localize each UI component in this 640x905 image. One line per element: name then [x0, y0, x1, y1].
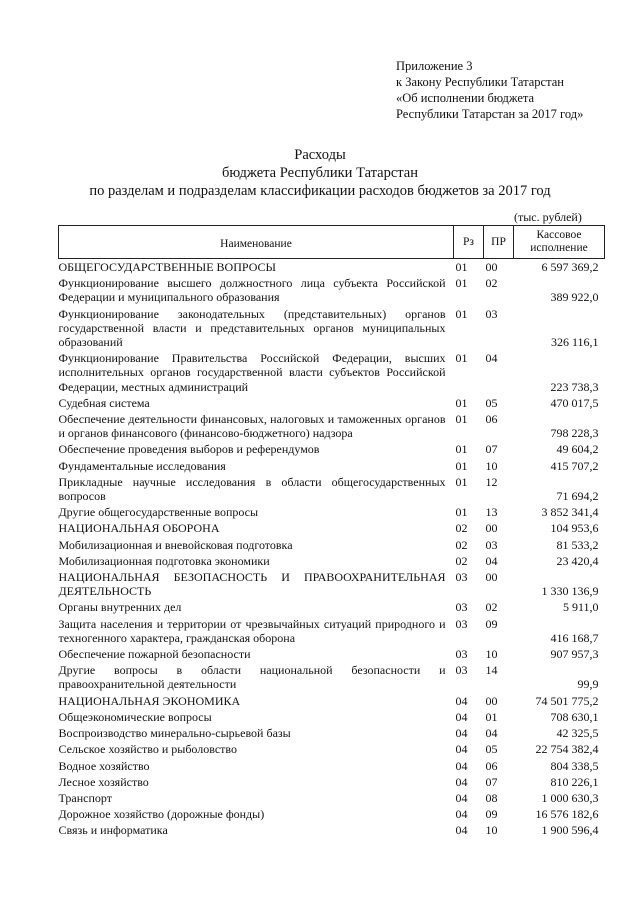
row-name: Функционирование Правительства Российской Федерации, высших исполнительных органов государственной власти субъектов Российской Федерации, местных администраций	[58, 351, 446, 394]
row-pr: 04	[485, 553, 498, 568]
table-row	[59, 504, 605, 520]
row-pr: 03	[485, 306, 498, 321]
row-rz: 01	[455, 306, 468, 321]
row-rz: 03	[455, 663, 468, 678]
row-pr: 02	[485, 276, 498, 291]
table-row	[59, 306, 605, 351]
row-amount: 798 228,3	[550, 426, 599, 441]
row-rz: 03	[455, 616, 468, 631]
row-amount: 16 576 182,6	[535, 807, 599, 822]
row-name: Водное хозяйство	[58, 758, 150, 773]
row-rz: 02	[455, 537, 468, 552]
table-row	[59, 822, 605, 838]
table-row	[59, 599, 605, 615]
row-name: Обеспечение пожарной безопасности	[58, 647, 251, 662]
row-pr: 04	[485, 351, 498, 366]
row-name: НАЦИОНАЛЬНАЯ ОБОРОНА	[58, 521, 220, 536]
row-name: Прикладные научные исследования в области общегосударственных вопросов	[58, 474, 446, 504]
table-row	[59, 709, 605, 725]
row-amount: 3 852 341,4	[541, 505, 599, 520]
row-pr: 00	[485, 693, 498, 708]
row-rz: 01	[455, 474, 468, 489]
row-name: Судебная система	[58, 395, 150, 410]
row-amount: 810 226,1	[550, 774, 599, 789]
row-rz: 04	[455, 758, 468, 773]
table-row	[59, 725, 605, 741]
header-amount-line-1: Кассовое	[536, 229, 582, 241]
row-pr: 13	[485, 505, 498, 520]
row-name: НАЦИОНАЛЬНАЯ БЕЗОПАСНОСТЬ И ПРАВООХРАНИТЕЛЬНАЯ ДЕЯТЕЛЬНОСТЬ	[58, 570, 446, 599]
row-pr: 10	[485, 647, 498, 662]
row-pr: 10	[485, 823, 498, 838]
row-amount: 23 420,4	[556, 553, 599, 568]
row-name: Другие вопросы в области национальной безопасности и правоохранительной деятельности	[58, 663, 446, 692]
row-name: Органы внутренних дел	[58, 600, 182, 615]
row-rz: 02	[455, 553, 468, 568]
expenses-table	[58, 225, 605, 839]
appendix-line: к Закону Республики Татарстан	[396, 75, 564, 89]
row-name: Лесное хозяйство	[58, 774, 149, 789]
row-name: Защита населения и территории от чрезвычайных ситуаций природного и техногенного характера, гражданская оборона	[58, 616, 446, 645]
row-rz: 01	[455, 276, 468, 291]
row-pr: 09	[485, 807, 498, 822]
row-amount: 389 922,0	[550, 290, 599, 305]
row-name: Мобилизационная и вневойсковая подготовка	[58, 537, 293, 552]
row-amount: 71 694,2	[556, 489, 599, 504]
row-pr: 00	[485, 260, 498, 274]
table-row	[59, 790, 605, 806]
row-pr: 10	[485, 458, 498, 473]
row-amount: 22 754 382,4	[535, 742, 599, 757]
row-pr: 03	[485, 537, 498, 552]
row-rz: 04	[455, 709, 468, 724]
row-amount: 416 168,7	[550, 630, 599, 645]
appendix-line: Республики Татарстан за 2017 год»	[396, 107, 584, 121]
row-name: Транспорт	[58, 790, 112, 805]
header-amount	[514, 226, 605, 259]
row-name: Фундаментальные исследования	[58, 458, 226, 473]
row-amount: 74 501 775,2	[535, 693, 599, 708]
table-row	[59, 411, 605, 441]
appendix-line: Приложение 3	[396, 59, 473, 73]
row-rz: 01	[455, 260, 468, 274]
table-row	[59, 646, 605, 662]
row-pr: 07	[485, 774, 498, 789]
row-name: Общеэкономические вопросы	[58, 709, 212, 724]
row-rz: 01	[455, 442, 468, 457]
row-amount: 1 330 136,9	[541, 584, 599, 599]
table-row	[59, 441, 605, 457]
row-amount: 81 533,2	[556, 537, 599, 552]
row-amount: 1 000 630,3	[541, 790, 599, 805]
table-row	[59, 616, 605, 646]
appendix-note	[396, 58, 636, 122]
row-rz: 04	[455, 774, 468, 789]
row-name: Связь и информатика	[58, 823, 168, 838]
row-amount: 470 017,5	[550, 395, 599, 410]
row-rz: 03	[455, 647, 468, 662]
row-rz: 04	[455, 726, 468, 741]
row-pr: 00	[485, 521, 498, 536]
row-rz: 04	[455, 742, 468, 757]
row-pr: 06	[485, 758, 498, 773]
row-pr: 02	[485, 600, 498, 615]
row-rz: 04	[455, 807, 468, 822]
table-row	[59, 350, 605, 395]
units-label: (тыс. рублей)	[514, 210, 582, 224]
row-name: Сельское хозяйство и рыболовство	[58, 742, 238, 757]
table-row	[59, 520, 605, 536]
row-name: Обеспечение деятельности финансовых, налоговых и таможенных органов и органов финансового (финансово-бюджетного) надзора	[58, 412, 446, 441]
row-name: Обеспечение проведения выборов и референдумов	[58, 442, 320, 457]
table-row	[59, 758, 605, 774]
row-rz: 01	[455, 351, 468, 366]
expenses-table-wrapper	[58, 225, 604, 839]
title-line-1: Расходы	[294, 147, 346, 163]
row-pr: 08	[485, 790, 498, 805]
row-pr: 05	[485, 742, 498, 757]
row-pr: 07	[485, 442, 498, 457]
row-pr: 05	[485, 395, 498, 410]
table-row	[59, 806, 605, 822]
row-amount: 42 325,5	[556, 726, 599, 741]
table-row	[59, 693, 605, 709]
row-name: Функционирование высшего должностного лица субъекта Российской Федерации и муниципального образования	[58, 276, 446, 305]
header-amount-line-2: исполнение	[530, 242, 588, 254]
table-row	[59, 474, 605, 504]
row-name: Функционирование законодательных (представительных) органов государственной власти и представительных органов муниципальных образований	[58, 306, 446, 350]
table-row	[59, 395, 605, 411]
row-pr: 12	[485, 474, 498, 489]
row-amount: 907 957,3	[550, 647, 599, 662]
row-rz: 01	[455, 395, 468, 410]
row-amount: 415 707,2	[550, 458, 599, 473]
appendix-line: «Об исполнении бюджета	[396, 91, 535, 105]
row-amount: 708 630,1	[550, 709, 599, 724]
row-amount: 6 597 369,2	[541, 260, 599, 274]
row-pr: 09	[485, 616, 498, 631]
row-amount: 49 604,2	[556, 442, 599, 457]
row-rz: 04	[455, 790, 468, 805]
row-pr: 04	[485, 726, 498, 741]
row-amount: 326 116,1	[550, 335, 599, 350]
row-name: Воспроизводство минерально-сырьевой базы	[58, 726, 291, 741]
row-rz: 01	[455, 458, 468, 473]
table-row	[59, 458, 605, 474]
row-rz: 02	[455, 521, 468, 536]
table-row	[59, 662, 605, 692]
row-rz: 01	[455, 505, 468, 520]
row-pr: 00	[485, 570, 498, 585]
row-amount: 104 953,6	[550, 521, 599, 536]
row-name: Дорожное хозяйство (дорожные фонды)	[58, 807, 265, 822]
row-rz: 04	[455, 693, 468, 708]
row-pr: 14	[485, 663, 498, 678]
title-line-3: по разделам и подразделам классификации расходов бюджетов за 2017 год	[89, 183, 551, 199]
row-rz: 03	[455, 570, 468, 585]
header-pr: ПР	[484, 226, 514, 259]
row-rz: 04	[455, 823, 468, 838]
document-title	[40, 146, 600, 200]
table-row	[59, 774, 605, 790]
row-amount: 804 338,5	[550, 758, 599, 773]
row-pr: 06	[485, 412, 498, 427]
row-name: ОБЩЕГОСУДАРСТВЕННЫЕ ВОПРОСЫ	[58, 260, 276, 274]
table-header-row	[59, 226, 605, 259]
row-name: Мобилизационная подготовка экономики	[58, 553, 270, 568]
row-amount: 99,9	[577, 677, 599, 692]
header-rz: Рз	[454, 226, 484, 259]
row-name: НАЦИОНАЛЬНАЯ ЭКОНОМИКА	[58, 693, 241, 708]
table-row	[59, 569, 605, 599]
row-rz: 01	[455, 412, 468, 427]
header-name: Наименование	[59, 226, 454, 259]
row-amount: 5 911,0	[562, 600, 599, 615]
table-row	[59, 537, 605, 553]
table-row	[59, 259, 605, 276]
row-name: Другие общегосударственные вопросы	[58, 505, 259, 520]
table-row	[59, 553, 605, 569]
row-amount: 223 738,3	[550, 379, 599, 394]
row-pr: 01	[485, 709, 498, 724]
row-rz: 03	[455, 600, 468, 615]
table-body	[59, 259, 605, 839]
table-row	[59, 741, 605, 757]
table-row	[59, 275, 605, 305]
title-line-2: бюджета Республики Татарстан	[222, 165, 418, 181]
row-amount: 1 900 596,4	[541, 823, 599, 838]
